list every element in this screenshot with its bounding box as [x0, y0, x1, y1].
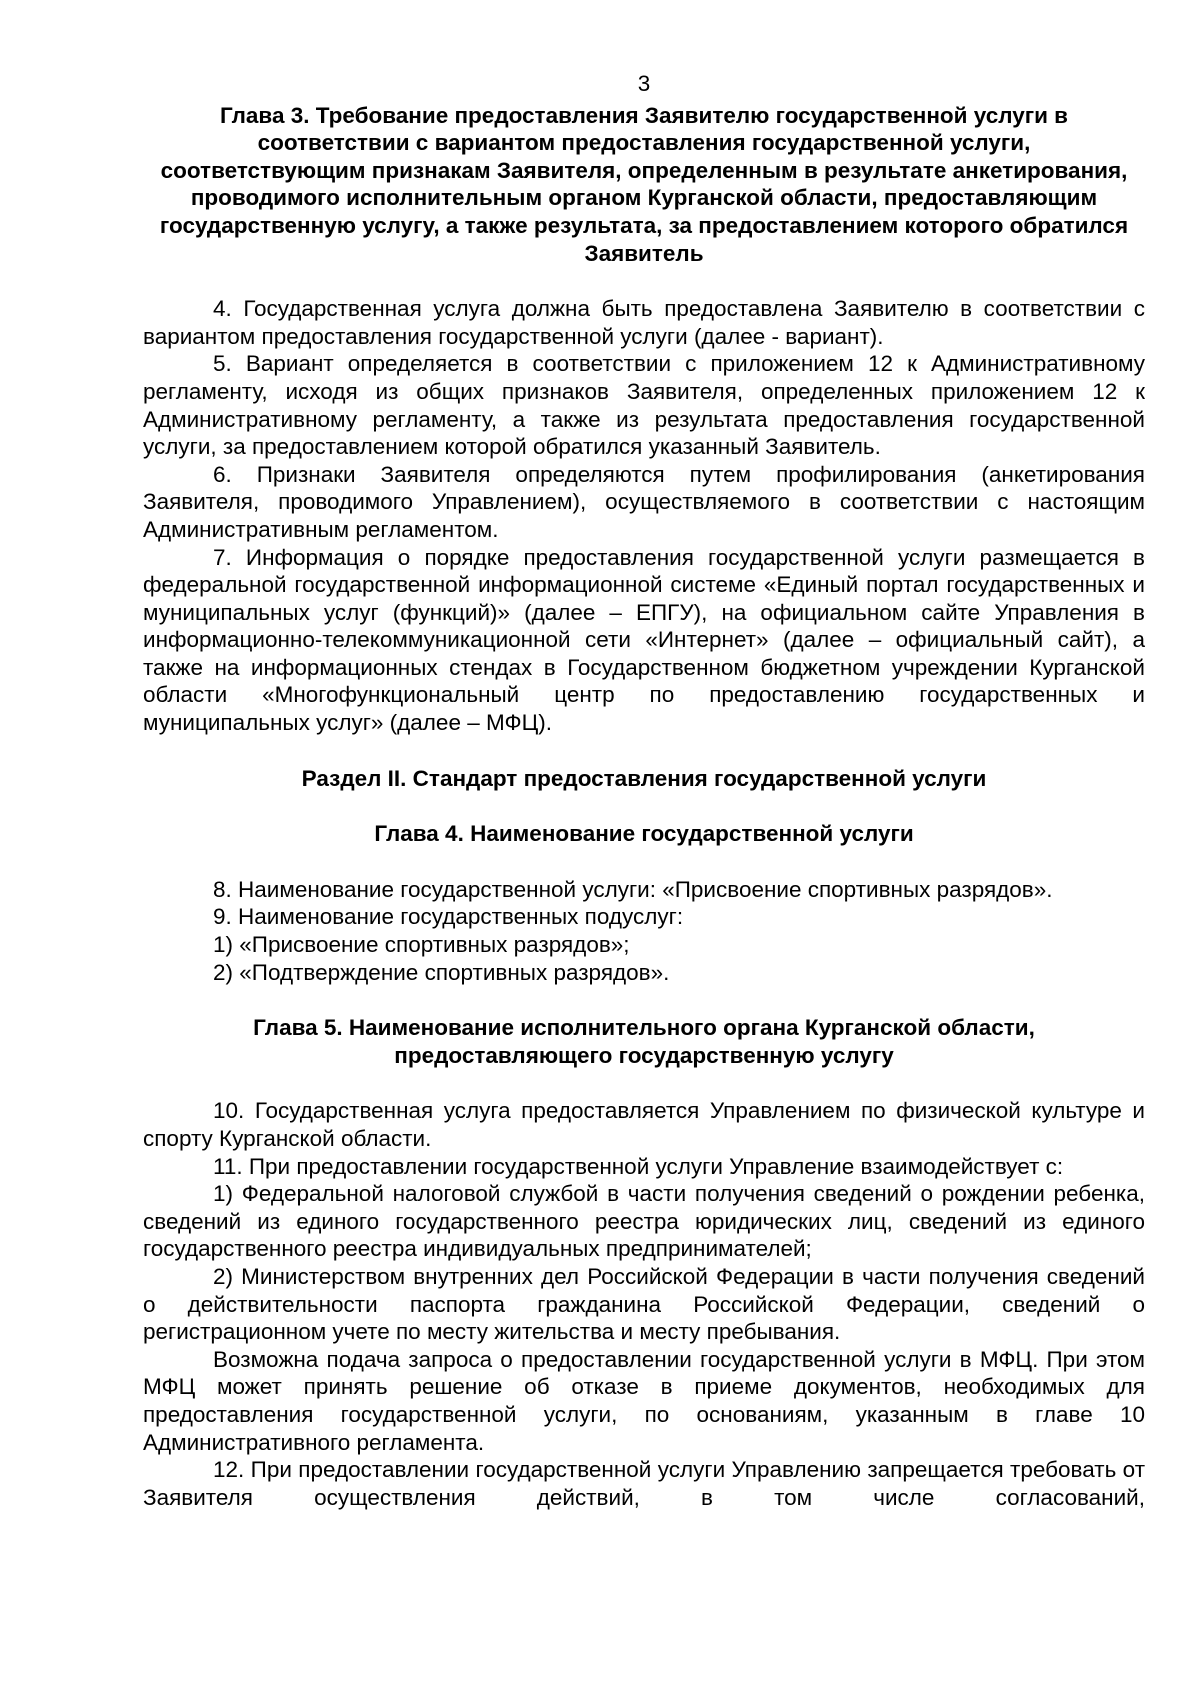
chapter-5-heading-line-1: Глава 5. Наименование исполнительного органа Курганской области,: [253, 1015, 1035, 1041]
paragraph-10: 10. Государственная услуга предоставляется Управлением по физической культуре и спорту Курганской области.: [143, 1098, 1145, 1151]
paragraph-12: 12. При предоставлении государственной услуги Управлению запрещается требовать от Заявителя осуществления действий, в том числе согласований,: [143, 1457, 1145, 1510]
list-item-fns: 1) Федеральной налоговой службой в части получения сведений о рождении ребенка, сведений из единого государственного реестра юридических лиц, сведений из единого государственного реестра индивидуальных предпринимателей;: [143, 1181, 1145, 1262]
paragraph-11: 11. При предоставлении государственной услуги Управление взаимодействует с:: [213, 1153, 1064, 1179]
chapter-4-heading: Глава 4. Наименование государственной услуги: [374, 821, 914, 847]
paragraph-9: 9. Наименование государственных подуслуг:: [213, 904, 684, 930]
paragraph-8: 8. Наименование государственной услуги: «Присвоение спортивных разрядов».: [213, 876, 1053, 902]
list-item-2: 2) «Подтверждение спортивных разрядов».: [213, 959, 670, 985]
paragraph-mfc: Возможна подача запроса о предоставлении государственной услуги в МФЦ. При этом МФЦ может принять решение об отказе в приеме документов, необходимых для предоставления государственной услуги, по основаниям, указанным в главе 10 Административного регламента.: [143, 1346, 1145, 1455]
section-2-heading: Раздел II. Стандарт предоставления государственной услуги: [301, 765, 987, 791]
paragraph-5: 5. Вариант определяется в соответствии с приложением 12 к Административному регламенту, исходя из общих признаков Заявителя, определенных приложением 12 к Административному регламенту, а также из результата предоставления государственной услуги, за предоставлением которой обратился указанный Заявитель.: [143, 351, 1145, 460]
chapter-5-heading: [143, 1014, 1145, 1069]
document-page: [143, 70, 1145, 1511]
chapter-5-heading-line-2: предоставляющего государственную услугу: [394, 1042, 894, 1068]
page-number: 3: [637, 71, 651, 96]
chapter-3-heading: Глава 3. Требование предоставления Заявителю государственной услуги в соответствии с вариантом предоставления государственной услуги, соответствующим признакам Заявителя, определенным в результате анкетирования, проводимого исполнительным органом Курганской области, предоставляющим государственную услугу, а также результата, за предоставлением которого обратился Заявитель: [159, 102, 1129, 266]
paragraph-6: 6. Признаки Заявителя определяются путем профилирования (анкетирования Заявителя, проводимого Управлением), осуществляемого в соответствии с настоящим Административным регламентом.: [143, 461, 1145, 542]
list-item-mvd: 2) Министерством внутренних дел Российской Федерации в части получения сведений о действительности паспорта гражданина Российской Федерации, сведений о регистрационном учете по месту жительства и месту пребывания.: [143, 1263, 1145, 1345]
paragraph-7: 7. Информация о порядке предоставления государственной услуги размещается в федеральной государственной информационной системе «Единый портал государственных и муниципальных услуг (функций)» (далее – ЕПГУ), на официальном сайте Управления в информационно-телекоммуникационной сети «Интернет» (далее – официальный сайт), а также на информационных стендах в Государственном бюджетном учреждении Курганской области «Многофункциональный центр по предоставлению государственных и муниципальных услуг» (далее – МФЦ).: [143, 544, 1145, 736]
paragraph-4: 4. Государственная услуга должна быть предоставлена Заявителю в соответствии с вариантом предоставления государственной услуги (далее - вариант).: [143, 296, 1145, 349]
list-item-1: 1) «Присвоение спортивных разрядов»;: [213, 932, 630, 958]
